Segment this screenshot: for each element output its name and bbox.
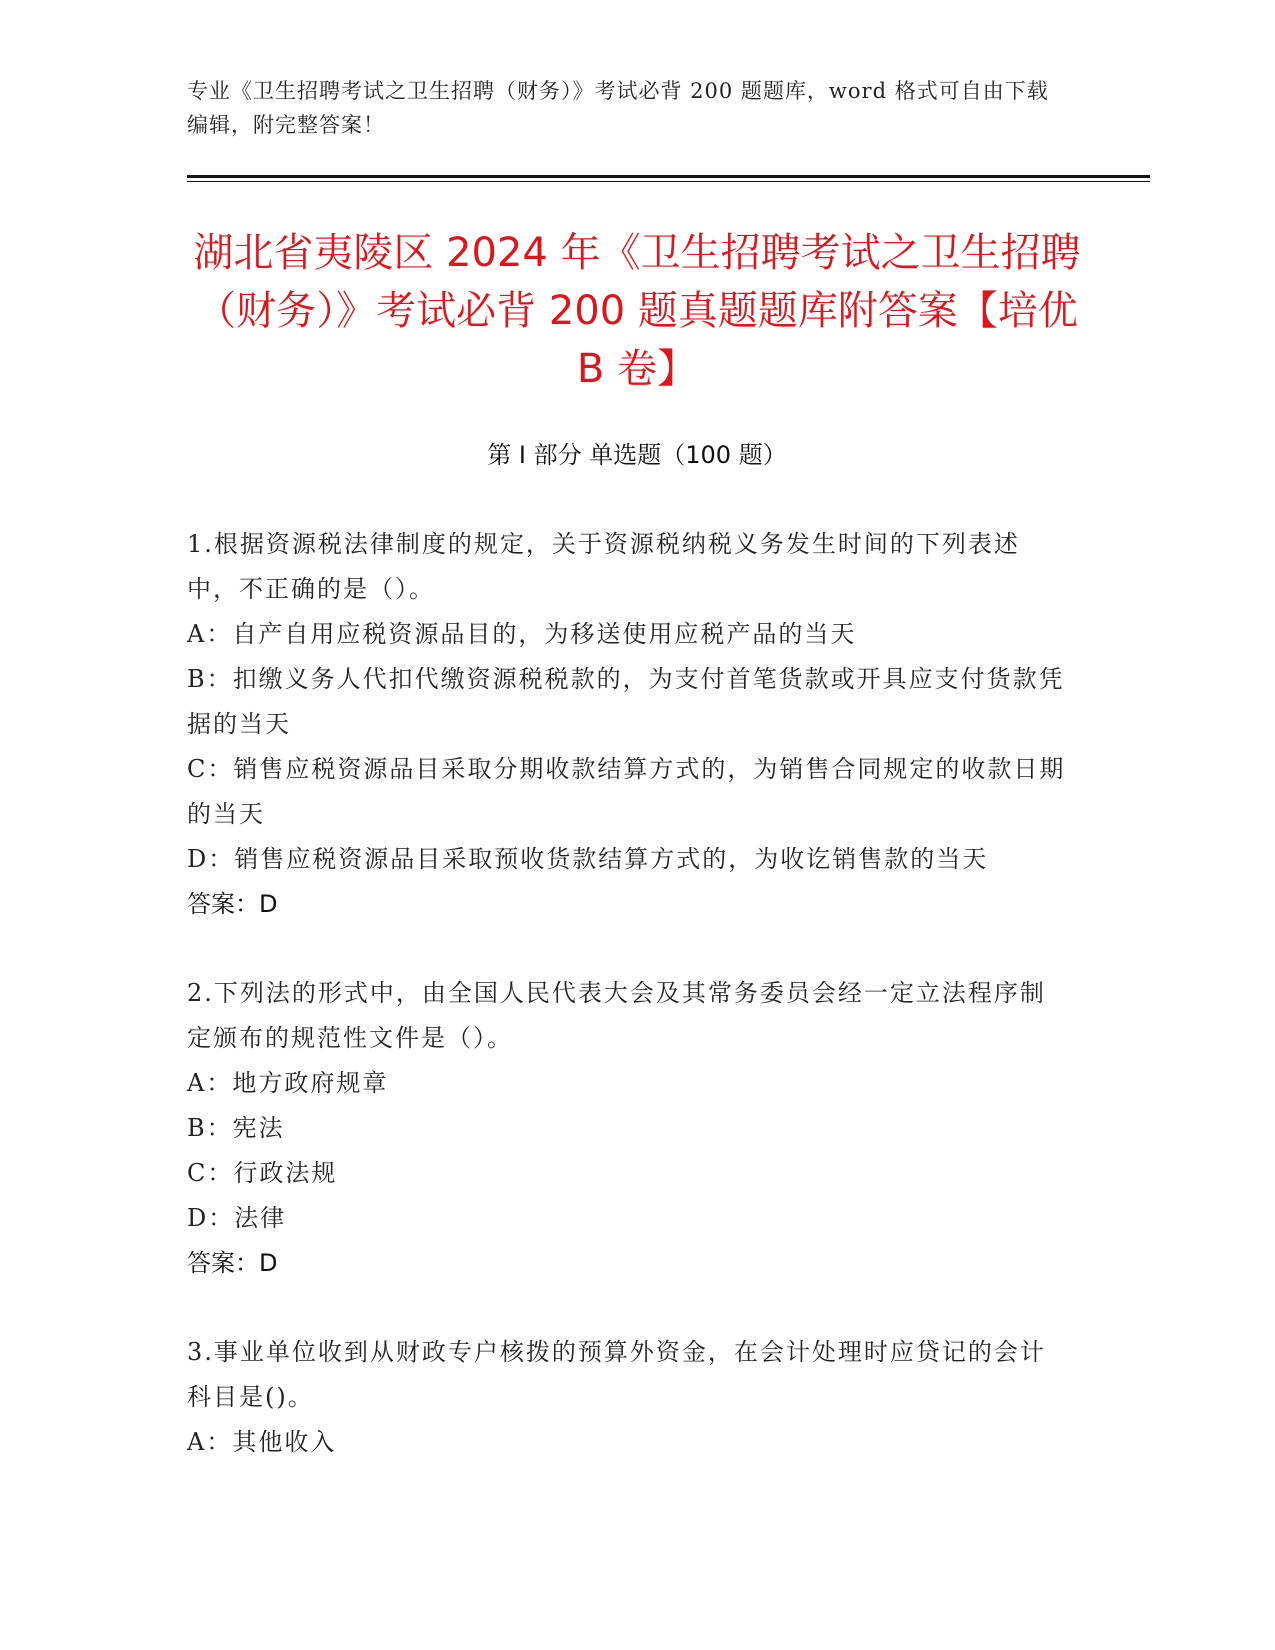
option-a: A：自产自用应税资源品目的，为移送使用应税产品的当天 xyxy=(187,620,857,648)
question-stem: 2.下列法的形式中，由全国人民代表大会及其常务委员会经一定立法程序制定颁布的规范性文件是（）。 xyxy=(187,979,1046,1052)
header-divider-thin xyxy=(187,181,1150,182)
option-c: C：销售应税资源品目采取分期收款结算方式的，为销售合同规定的收款日期的当天 xyxy=(187,755,1066,828)
option-a: A：其他收入 xyxy=(187,1428,337,1456)
question-2 xyxy=(187,971,1067,1286)
document-title: 湖北省夷陵区 2024 年《卫生招聘考试之卫生招聘（财务）》考试必背 200 题真题题库附答案【培优 B 卷】 xyxy=(193,230,1081,392)
option-d: D：法律 xyxy=(187,1204,287,1232)
question-3 xyxy=(187,1330,1067,1465)
question-stem: 1.根据资源税法律制度的规定，关于资源税纳税义务发生时间的下列表述中，不正确的是（）。 xyxy=(187,530,1020,603)
answer: 答案：D xyxy=(187,1249,278,1277)
header-note: 专业《卫生招聘考试之卫生招聘（财务）》考试必背 200 题题库，word 格式可自由下载编辑，附完整答案！ xyxy=(187,79,1049,137)
option-a: A：地方政府规章 xyxy=(187,1069,389,1097)
question-1 xyxy=(187,522,1067,927)
option-b: B：扣缴义务人代扣代缴资源税税款的，为支付首笔货款或开具应支付货款凭据的当天 xyxy=(187,665,1065,738)
answer: 答案：D xyxy=(187,890,278,918)
question-list xyxy=(187,522,1067,1509)
option-b: B：宪法 xyxy=(187,1114,285,1142)
option-d: D：销售应税资源品目采取预收货款结算方式的，为收讫销售款的当天 xyxy=(187,845,989,873)
header-divider-thick xyxy=(187,175,1150,178)
question-stem: 3.事业单位收到从财政专户核拨的预算外资金，在会计处理时应贷记的会计科目是()。 xyxy=(187,1338,1046,1411)
option-c: C：行政法规 xyxy=(187,1159,338,1187)
section-title: 第 I 部分 单选题（100 题） xyxy=(487,441,787,469)
